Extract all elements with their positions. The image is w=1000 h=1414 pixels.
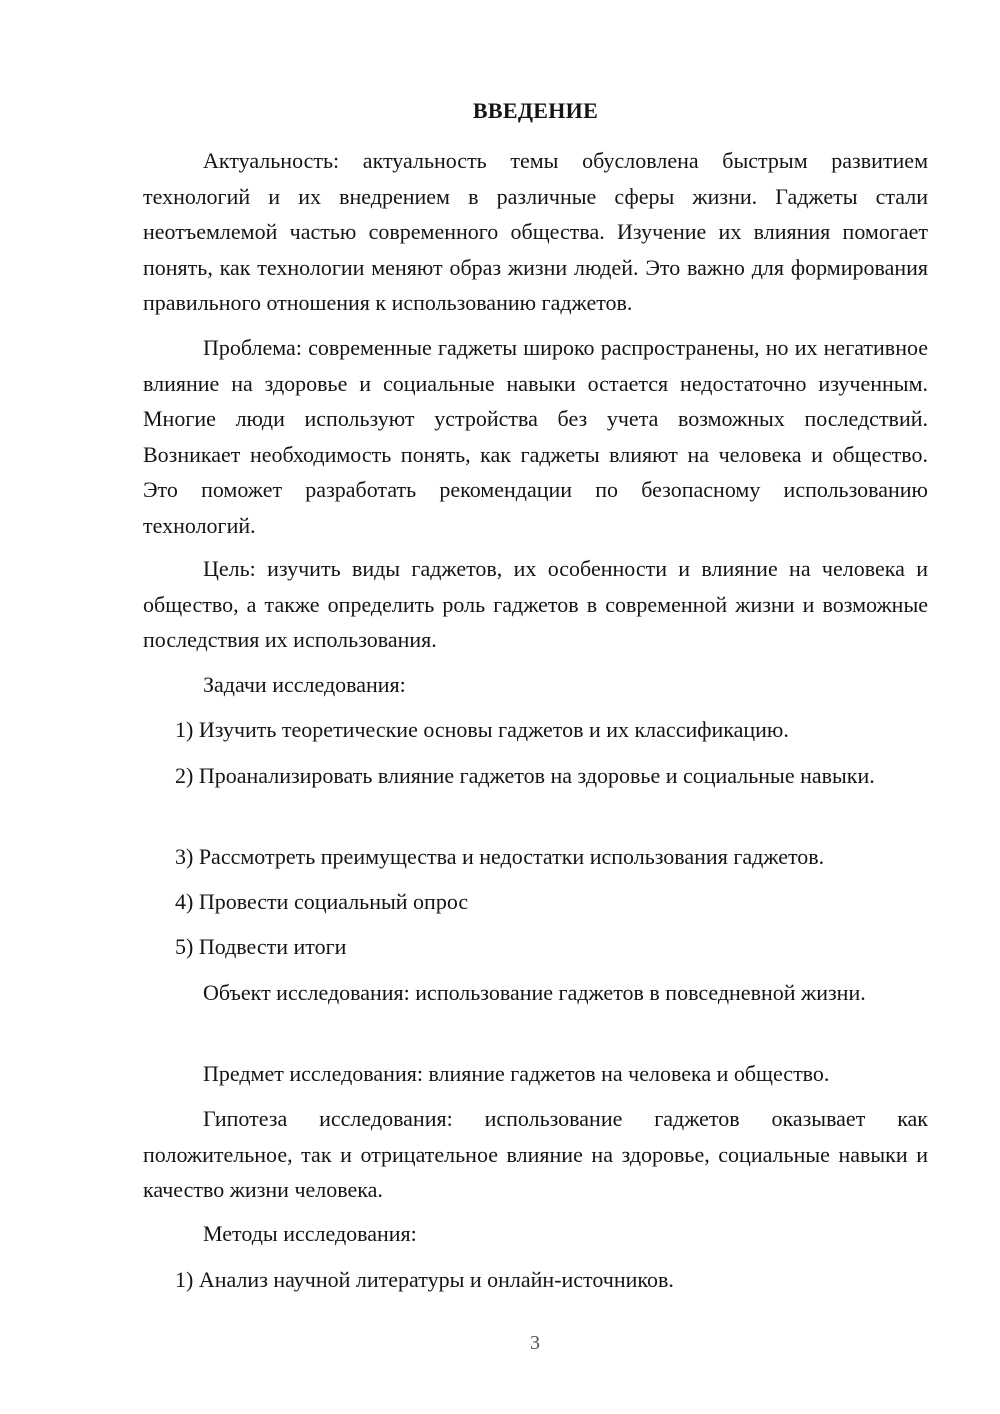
subject-paragraph: Предмет исследования: влияние гаджетов на человека и общество. bbox=[203, 1061, 830, 1086]
method-item: 1) Анализ научной литературы и онлайн-источников. bbox=[175, 1267, 674, 1292]
tasks-heading: Задачи исследования: bbox=[203, 672, 406, 697]
task-item: 1) Изучить теоретические основы гаджетов и их классификацию. bbox=[175, 717, 789, 742]
methods-heading: Методы исследования: bbox=[203, 1221, 417, 1246]
goal-paragraph: Цель: изучить виды гаджетов, их особенности и влияние на человека и общество, а также определить роль гаджетов в современной жизни и возможные последствия их использования. bbox=[143, 556, 928, 652]
task-item: 4) Провести социальный опрос bbox=[175, 889, 469, 914]
task-item: 5) Подвести итоги bbox=[175, 934, 347, 959]
task-item: 3) Рассмотреть преимущества и недостатки использования гаджетов. bbox=[175, 844, 825, 869]
task-item: 2) Проанализировать влияние гаджетов на здоровье и социальные навыки. bbox=[175, 763, 875, 788]
relevance-paragraph: Актуальность: актуальность темы обусловлена быстрым развитием технологий и их внедрением в различные сферы жизни. Гаджеты стали неотъемлемой частью современного общества. Изучение их влияния помогает понять, как технологии меняют образ жизни людей. Это важно для формирования правильного отношения к использованию гаджетов. bbox=[143, 148, 928, 315]
section-heading: ВВЕДЕНИЕ bbox=[472, 98, 599, 123]
hypothesis-paragraph: Гипотеза исследования: использование гаджетов оказывает как положительное, так и отрицательное влияние на здоровье, социальные навыки и качество жизни человека. bbox=[143, 1106, 928, 1202]
page-number: 3 bbox=[530, 1332, 540, 1354]
problem-paragraph: Проблема: современные гаджеты широко распространены, но их негативное влияние на здоровье и социальные навыки остается недостаточно изученным. Многие люди используют устройства без учета возможных последствий. Возникает необходимость понять, как гаджеты влияют на человека и общество. Это поможет разработать рекомендации по безопасному использованию технологий. bbox=[143, 335, 928, 538]
object-paragraph: Объект исследования: использование гаджетов в повседневной жизни. bbox=[203, 980, 866, 1005]
